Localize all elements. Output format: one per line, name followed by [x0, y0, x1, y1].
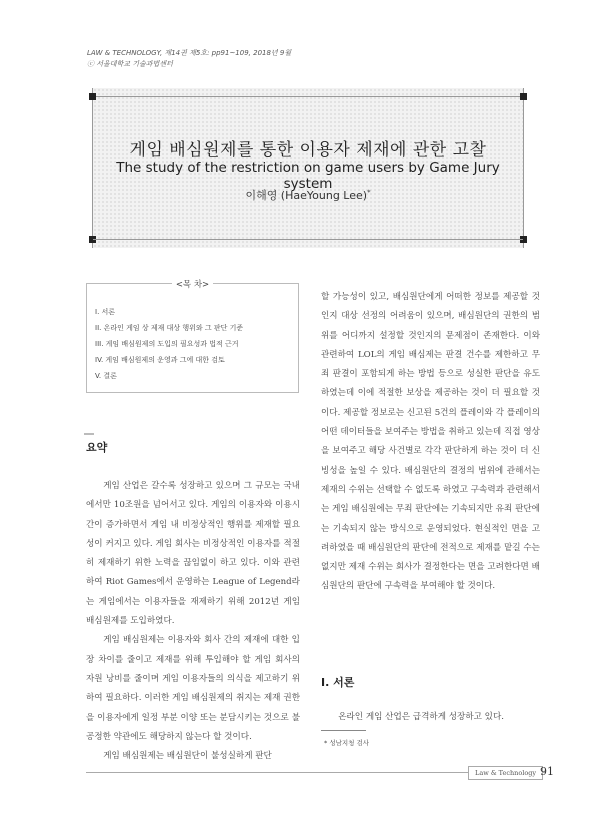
section-heading: I. 서론	[321, 676, 355, 689]
introduction-text	[321, 708, 540, 727]
toc-item: III. 게임 배심원제의 도입의 필요성과 법적 근거	[95, 340, 239, 348]
running-header	[87, 48, 291, 70]
author-line	[93, 187, 523, 203]
page-number: 91	[540, 765, 554, 778]
english-title: The study of the restriction on game users by Game Jury system	[116, 160, 500, 192]
journal-citation: LAW & TECHNOLOGY, 제14권 제5호: pp91~109, 2018년 9월	[87, 49, 292, 57]
intro-paragraph: 온라인 게임 산업은 급격하게 성장하고 있다.	[338, 712, 505, 722]
corner-square-icon	[89, 93, 96, 100]
toc-item: V. 결론	[95, 372, 117, 380]
author-footnote-mark: *	[367, 188, 371, 197]
abstract-left-column	[86, 477, 300, 766]
footer-journal-name: Law & Technology	[468, 766, 543, 780]
corner-square-icon	[520, 236, 527, 243]
abstract-continuation: 할 가능성이 있고, 배심원단에게 어떠한 정보를 제공할 것인지 대상 선정의 어려움이 있으며, 배심원단의 권한의 범위를 어디까지 설정할 것인지의 문제점이 존재한다. 이와 관련하여 LOL의 게임 배심제는 판결 건수를 제한하고 무죄 판결이 포함되게 하는 방법 등으로 성실한 판단을 유도하였는데 이에 적절한 보상을 제공하는 것이 더 필요할 것이다. 제공할 정보로는 신고된 5건의 플레이와 각 플레이의 어떤 데이터들을 보여주는 방법을 취하고 있는데 직접 영상을 보여주고 해당 사건별로 각각 판단하게 하는 것이 더 신빙성을 높일 수 있다. 배심원단의 결정의 범위에 관해서는 제재의 수위는 선택할 수 없도록 하였고 구속력과 관련해서는 게임 배심원에는 무죄 판단에는 기속되지만 유죄 판단에는 기속되지 않는 방식으로 운영되었다. 현실적인 면을 고려하였을 때 배심원단의 판단에 전적으로 제재를 맡길 수는 없지만 제재 수위는 회사가 결정한다는 면을 고려한다면 배심원단의 판단에 구속력을 부여해야 할 것이다.	[321, 292, 540, 592]
abstract-right-column	[321, 288, 540, 597]
abstract-paragraph: 게임 배심원제는 이용자와 회사 간의 제재에 대한 입장 차이를 줄이고 제재를 위해 투입해야 할 게임 회사의 자원 낭비를 줄이며 게임 이용자들의 의식을 제고하기 위하여 필요하다. 이러한 게임 배심원제의 취지는 제재 권한을 이용자에게 일정 부분 이양 또는 분담시키는 것으로 불공정한 약관에도 해당하지 않는다 할 것이다.	[86, 635, 300, 742]
copyright-line: ⓒ 서울대학교 기술과법센터	[87, 60, 173, 68]
abstract-heading: 요약	[86, 441, 108, 454]
author-name: 이해영 (HaeYoung Lee)	[245, 189, 368, 202]
korean-title: 게임 배심원제를 통한 이용자 제재에 관한 고찰	[129, 140, 487, 160]
abstract-paragraph: 게임 산업은 갈수록 성장하고 있으며 그 규모는 국내에서만 10조원을 넘어서고 있다. 게임의 이용자와 이용시간이 증가하면서 게임 내 비정상적인 행위를 제재할 필요성이 커지고 있다. 게임 회사는 비정상적인 이용자를 적절히 제재하기 위한 노력을 끊임없이 하고 있다. 이와 관련하여 Riot Games에서 운영하는 League of Legend라는 게임에서는 이용자들을 재제하기 위해 2012년 게임 배심원제를 도입하였다.	[86, 481, 300, 627]
table-of-contents	[86, 280, 299, 393]
corner-square-icon	[89, 236, 96, 243]
toc-item: I. 서론	[95, 308, 116, 316]
toc-list	[95, 304, 243, 384]
title-box	[92, 88, 524, 248]
toc-item: II. 온라인 게임 상 제재 대상 행위와 그 판단 기준	[95, 324, 244, 332]
toc-item: IV. 게임 배심원제의 운영과 그에 대한 검토	[95, 356, 225, 364]
footnote-rule	[321, 730, 366, 731]
footnote: * 성남지청 검사	[324, 739, 370, 747]
corner-square-icon	[520, 93, 527, 100]
toc-heading: <목 차>	[172, 280, 213, 290]
abstract-paragraph: 게임 배심원제는 배심원단이 불성실하게 판단	[103, 751, 272, 762]
